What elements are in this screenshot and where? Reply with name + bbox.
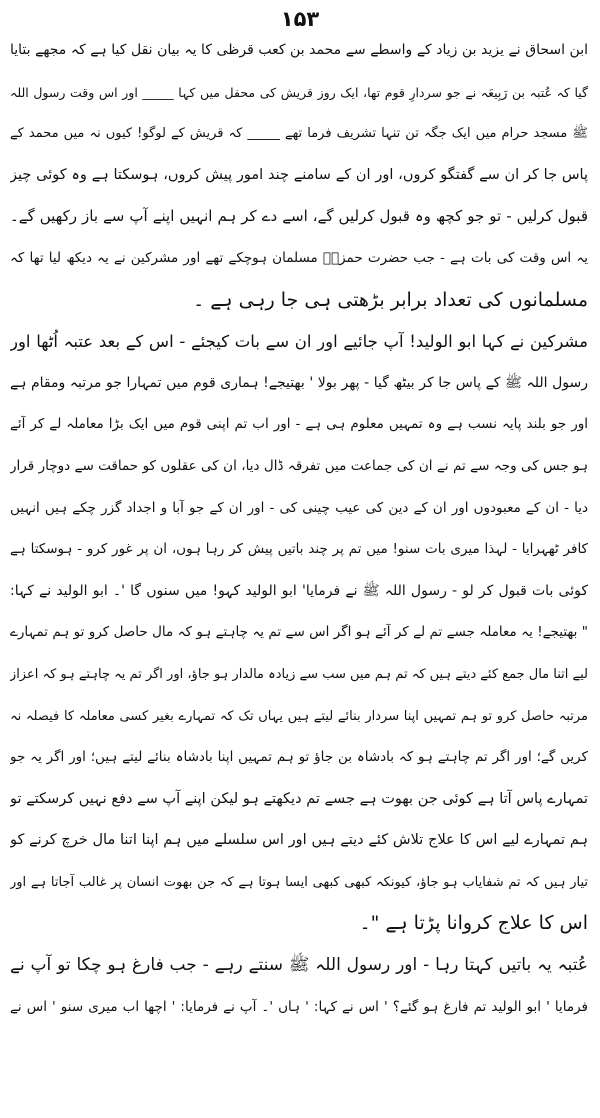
text-line: مرتبہ حاصل کرو تو ہم تمہیں اپنا سردار بنائے لیتے ہیں یہاں تک کہ تمہارے بغیر کسی معاملہ کا فیصلہ نہ bbox=[10, 708, 588, 724]
text-line: فرمایا ' ابو الولید تم فارغ ہو گئے؟ ' اس نے کہا: ' ہاں '۔ آپ نے فرمایا: ' اچھا اب میری سنو ' اس نے bbox=[10, 998, 588, 1015]
text-line: " بھتیجے! یہ معاملہ جسے تم لے کر آئے ہو اگر اس سے تم یہ چاہتے ہو کہ مال حاصل کرو تو ہم تمہارے bbox=[10, 624, 588, 641]
text-line: عُتبہ یہ باتیں کہتا رہا - اور رسول اللہ ﷺ سنتے رہے - جب فارغ ہو چکا تو آپ نے bbox=[10, 955, 588, 976]
text-line: لیے اتنا مال جمع کئے دیتے ہیں کہ تم ہم میں سب سے زیادہ مالدار ہو جاؤ، اور اگر تم یہ چاہتے ہو کہ اعزاز bbox=[10, 666, 588, 682]
text-line: تیار ہیں کہ تم شفایاب ہو جاؤ، کیونکہ کبھی کبھی ایسا ہوتا ہے کہ جن بھوت انسان پر غالب آجاتا ہے اور bbox=[10, 874, 588, 890]
text-line: کریں گے؛ اور اگر تم چاہتے ہو کہ بادشاہ بن جاؤ تو ہم تمہیں اپنا بادشاہ بنائے لیتے ہیں؛ اور اگر یہ جو bbox=[10, 749, 588, 766]
page-body-text bbox=[10, 30, 588, 1028]
text-line: گیا کہ عُتبہ بن رَبِیعَہ نے جو سردارِ قوم تھا، ایک روز قریش کی محفل میں کہا _____ اور اس وقت رسول اللہ bbox=[10, 84, 588, 100]
text-line: اس کا علاج کروانا پڑتا ہے "۔ bbox=[359, 912, 588, 935]
text-line: ابن اسحاق نے یزید بن زیاد کے واسطے سے محمد بن کعب قرظی کا یہ بیان نقل کیا ہے کہ مجھے بتایا bbox=[10, 42, 588, 58]
text-line: دیا - ان کے معبودوں اور ان کے دین کی عیب چینی کی - اور ان کے جو آبا و اجداد گزر چکے ہیں انہیں bbox=[10, 499, 588, 516]
page-number: ۱۵۳ bbox=[280, 7, 320, 31]
text-line: یہ اس وقت کی بات ہے - جب حضرت حمزہؓ مسلمان ہوچکے تھے اور مشرکین نے یہ دیکھ لیا تھا کہ bbox=[10, 249, 588, 266]
text-line: مشرکین نے کہا ابو الولید! آپ جائیے اور ان سے بات کیجئے - اس کے بعد عتبہ اُٹھا اور bbox=[10, 332, 588, 352]
text-line: قبول کرلیں - تو جو کچھ وہ قبول کرلیں گے، اسے دے کر ہم انہیں اپنے آپ سے باز رکھیں گے۔ bbox=[10, 207, 588, 226]
text-line: ہم تمہارے لیے اس کا علاج تلاش کئے دیتے ہیں اور اس سلسلے میں ہم اپنا اتنا مال خرچ کرنے کو bbox=[10, 832, 588, 849]
text-line: پاس جا کر ان سے گفتگو کروں، اور ان کے سامنے چند امور پیش کروں، ہوسکتا ہے وہ کوئی چیز bbox=[10, 166, 588, 183]
text-line: کوئی بات قبول کر لو - رسول اللہ ﷺ نے فرمایا' ابو الولید کہو! میں سنوں گا '۔ ابو الولید نے کہا: bbox=[10, 582, 588, 599]
text-line: ہو جس کی وجہ سے تم نے ان کی جماعت میں تفرقہ ڈال دیا، ان کی عقلوں کو حماقت سے دوچار قرار bbox=[10, 457, 588, 474]
text-line: رسول اللہ ﷺ کے پاس جا کر بیٹھ گیا - پھر بولا ' بھتیجے! ہماری قوم میں تمہارا جو مرتبہ ومقام ہے bbox=[10, 374, 588, 391]
text-line: اور جو بلند پایہ نسب ہے وہ تمہیں معلوم ہی ہے - اور اب تم اپنی قوم میں ایک بڑا معاملہ لے کر آئے bbox=[10, 416, 588, 433]
text-line: مسلمانوں کی تعداد برابر بڑھتی ہی جا رہی ہے ۔ bbox=[193, 288, 588, 311]
text-line: کافر ٹھہرایا - لہذا میری بات سنو! میں تم پر چند باتیں پیش کر رہا ہوں، ان پر غور کرو - ہوسکتا ہے bbox=[10, 541, 588, 558]
text-line: تمہارے پاس آتا ہے کوئی جن بھوت ہے جسے تم دیکھتے ہو لیکن اپنے آپ سے دفع نہیں کرسکتے تو bbox=[10, 790, 588, 807]
text-line: ﷺ مسجد حرام میں ایک جگہ تن تنہا تشریف فرما تھے _____ کہ قریش کے لوگو! کیوں نہ میں محمد کے bbox=[10, 126, 588, 142]
